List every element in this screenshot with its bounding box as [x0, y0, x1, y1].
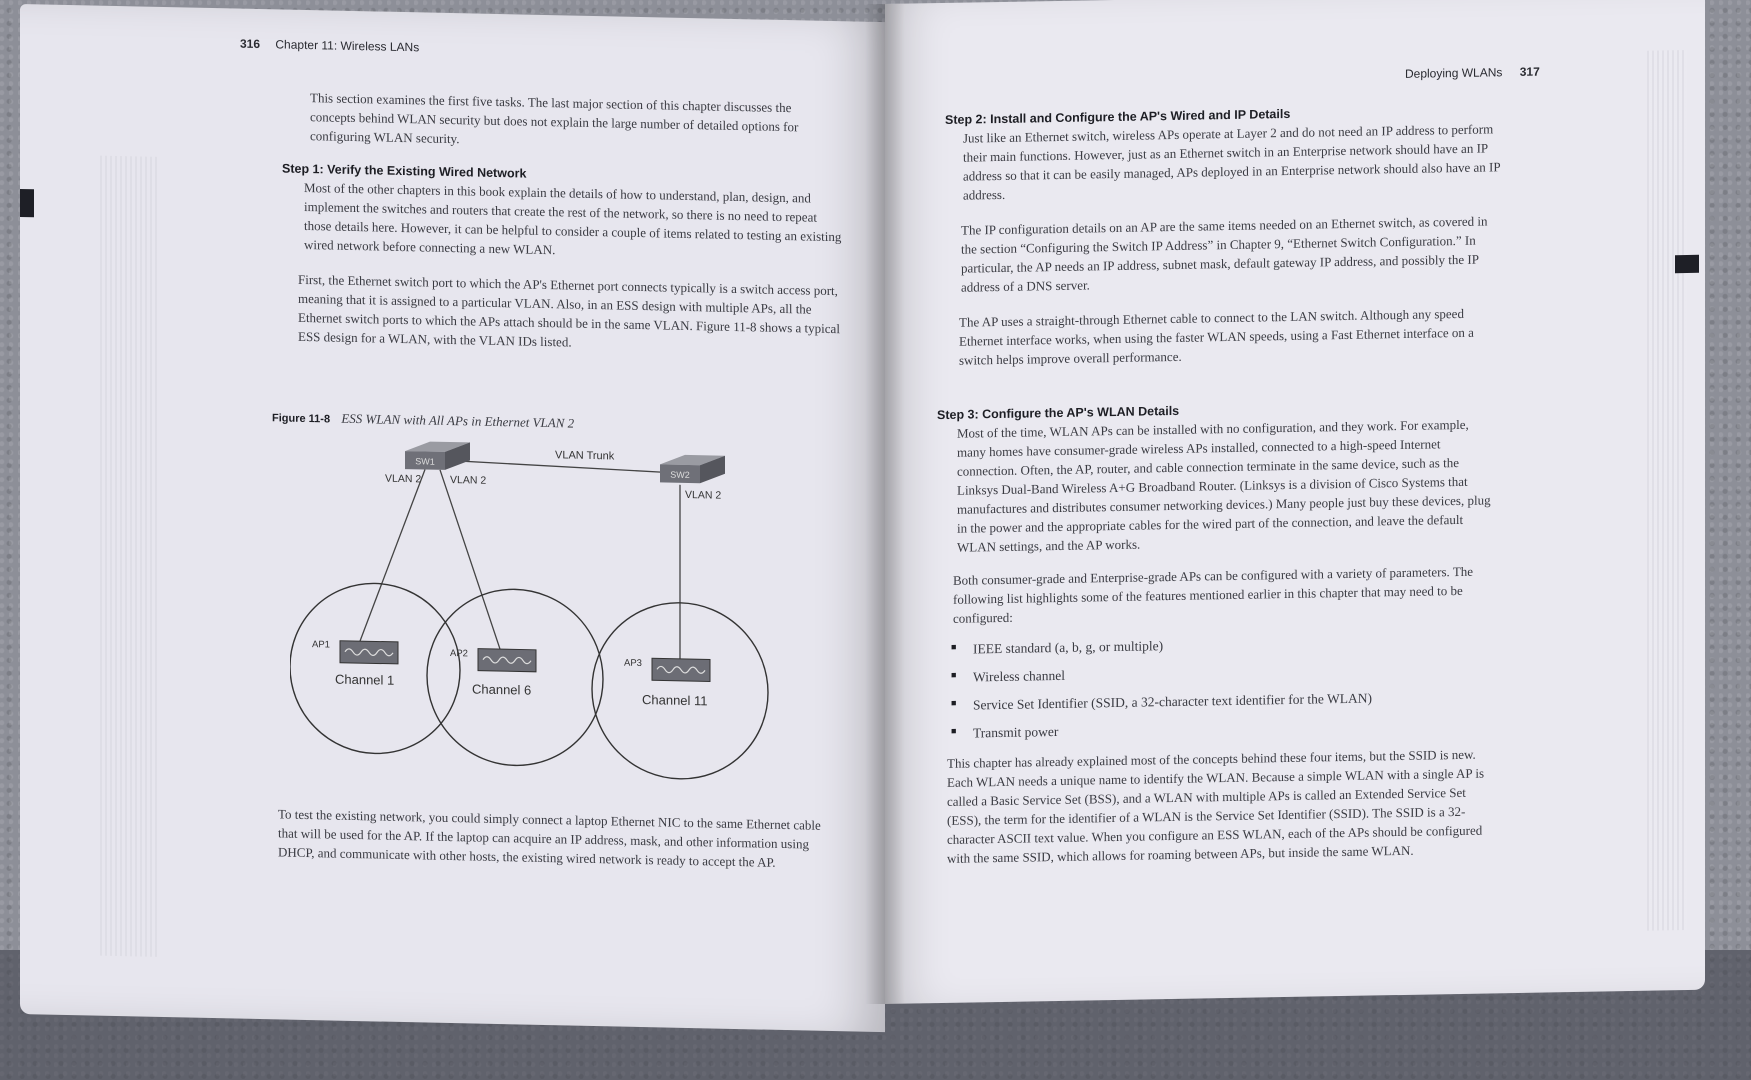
sw1-ap1-link	[360, 468, 425, 642]
figure-diagram	[290, 435, 810, 801]
right-page-edges	[1647, 50, 1687, 931]
step2-paragraph-3: The AP uses a straight-through Ethernet cable to connect to the LAN switch. Although any speed Ethernet interface works, when using the faster WLAN speeds, using a Fast Ethernet interface on a switch helps improve overall performance.	[959, 305, 1474, 368]
step2-block	[945, 103, 1505, 370]
intro-paragraph: This section examines the first five tasks. The last major section of this chapter discusses the concepts behind WLAN security but does not explain the large number of detailed options for configuring WLAN security.	[310, 90, 799, 147]
list-item: ■ Service Set Identifier (SSID, a 32-character text identifier for the WLAN)	[951, 688, 1497, 714]
ap1-coverage-circle	[290, 582, 460, 756]
step2-heading: Step 2: Install and Configure the AP's Wired and IP Details	[945, 106, 1291, 127]
ap1-icon	[340, 641, 398, 664]
left-chapter-title: Chapter 11: Wireless LANs	[275, 37, 420, 55]
left-page-edges	[100, 156, 160, 957]
switch-sw2-icon	[660, 454, 725, 483]
right-page-header	[1405, 65, 1540, 81]
vlan-label-ap1: VLAN 2	[385, 472, 422, 486]
step2-paragraph-1: Just like an Ethernet switch, wireless APs operate at Layer 2 and do not need an IP address to perform their main functions. However, just as an Ethernet switch in an Enterprise network should have an IP address so that it can be easily managed, APs deployed in an Enterprise network should also have an IP address.	[963, 121, 1501, 203]
ap3-name: AP3	[624, 657, 642, 670]
step3-block	[937, 398, 1497, 868]
ap2-coverage-circle	[427, 588, 603, 768]
list-item: ■ Wireless channel	[951, 660, 1497, 686]
left-page	[20, 4, 885, 1032]
figure-number: Figure 11-8	[272, 412, 331, 426]
intro-block	[310, 88, 830, 156]
vlan-trunk-link	[435, 460, 670, 473]
right-page	[885, 0, 1705, 1004]
figure-title: ESS WLAN with All APs in Ethernet VLAN 2	[341, 410, 575, 431]
step1-heading: Step 1: Verify the Existing Wired Network	[282, 161, 527, 181]
step1-block	[282, 161, 842, 357]
closing-paragraph: To test the existing network, you could simply connect a laptop Ethernet NIC to the same Ethernet cable that will be used for the AP. If the laptop can acquire an IP address, mask, and other information using DHCP, and communicate with other hosts, the existing wired network is ready to accept the AP.	[278, 806, 821, 870]
right-section-title: Deploying WLANs	[1405, 65, 1503, 81]
right-tab-marker	[1675, 255, 1699, 273]
figure-caption	[272, 409, 574, 431]
step2-paragraph-2: The IP configuration details on an AP are the same items needed on an Ethernet switch, as covered in the section “Configuring the Switch IP Address” in Chapter 9, “Ethernet Switch Configuration.” In particular, the AP needs an IP address, subnet mask, default gateway IP address, and possibly the IP address of a DNS server.	[961, 213, 1488, 295]
open-book	[20, 4, 1720, 1024]
vlan-trunk-label: VLAN Trunk	[555, 449, 615, 463]
ap2-icon	[478, 649, 536, 672]
vlan-label-ap2: VLAN 2	[450, 474, 487, 487]
list-item: ■ IEEE standard (a, b, g, or multiple)	[951, 632, 1497, 658]
switch-sw1-icon	[405, 441, 470, 470]
left-tab-marker	[20, 189, 34, 217]
step1-paragraph-2: First, the Ethernet switch port to which the AP's Ethernet port connects typically is a switch access port, meaning that it is assigned to a particular VLAN. Also, in an ESS design with multiple APs, all the Ethernet switch ports to which the APs attach should be in the same VLAN. Figure 11-8 shows a typical ESS design for a WLAN, with the VLAN IDs listed.	[298, 271, 840, 350]
step3-paragraph-2: Both consumer-grade and Enterprise-grade APs can be configured with a variety of parameters. The following list highlights some of the features mentioned earlier in this chapter that may need to be configured:	[953, 563, 1474, 626]
left-page-number: 316	[240, 36, 261, 52]
step3-paragraph-3: This chapter has already explained most of the concepts behind these four items, but the SSID is new. Each WLAN needs a unique name to identify the WLAN. Because a simple WLAN with a single AP is called a Basic Service Set (BSS), and a WLAN with multiple APs is called an Extended Service Set (ESS), the term for the identifier of a WLAN is the Service Set Identifier (SSID). The SSID is a 32-character ASCII text value. When you configure an ESS WLAN, each of the APs should be configured with the same SSID, which allows for roaming between APs, but inside the same WLAN.	[947, 746, 1485, 866]
sw2-label: SW2	[670, 469, 690, 481]
ap1-name: AP1	[312, 639, 330, 651]
step3-paragraph-1: Most of the time, WLAN APs can be installed with no configuration, and they work. For example, many homes have consumer-grade wireless APs installed, connected to a high-speed Internet connection. Often, the AP, router, and cable connection terminate in the same device, such as the Linksys Dual-Band Wireless A+G Broadband Router. (Linksys is a division of Cisco Systems that manufactures and distributes consumer networking devices.) Many people just buy these devices, plug in the power and the appropriate cables for the wired part of the connection, and leave the default WLAN settings, and the AP works.	[957, 416, 1491, 555]
step1-paragraph-1: Most of the other chapters in this book explain the details of how to understand, plan, design, and implement the switches and routers that create the rest of the network, so there is no need to repeat those details here. However, it can be helpful to consider a couple of items related to testing an existing wired network before connecting a new WLAN.	[304, 179, 842, 258]
ap2-name: AP2	[450, 648, 468, 660]
vlan-label-ap3: VLAN 2	[685, 488, 722, 502]
sw1-ap2-link	[440, 470, 500, 649]
step3-heading: Step 3: Configure the AP's WLAN Details	[937, 403, 1180, 423]
list-item: ■ Transmit power	[951, 716, 1497, 742]
ap3-channel: Channel 11	[642, 692, 708, 709]
closing-block	[278, 804, 838, 873]
config-feature-list	[951, 632, 1497, 742]
ap1-channel: Channel 1	[335, 671, 395, 688]
ap3-icon	[652, 658, 710, 681]
left-page-header	[240, 37, 419, 55]
ap2-channel: Channel 6	[472, 681, 532, 698]
right-page-number: 317	[1519, 64, 1540, 79]
sw1-label: SW1	[415, 456, 435, 467]
